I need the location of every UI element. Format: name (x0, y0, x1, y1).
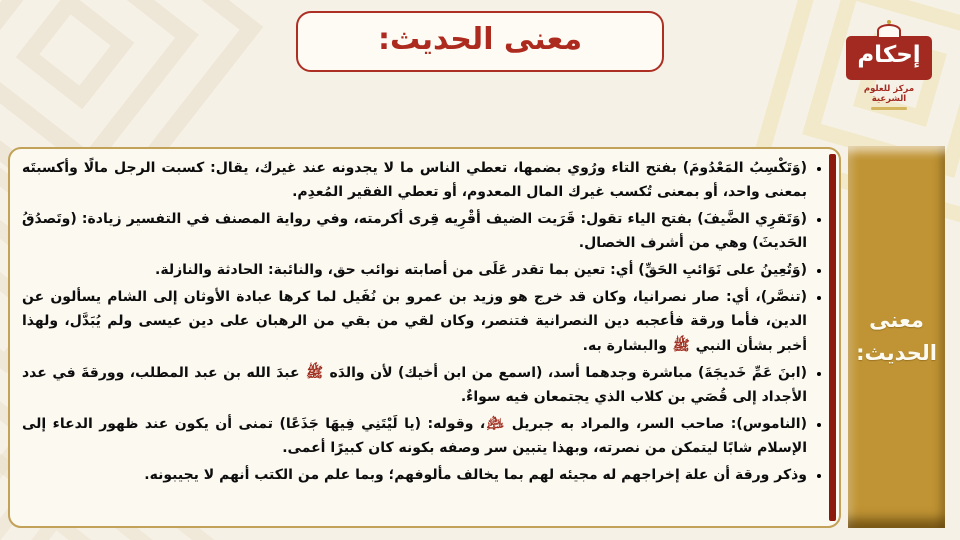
slide-title: معنى الحديث: (377, 21, 583, 57)
bullet-item: • (وَتَكْسِبُ المَعْدُومَ) بفتح التاء ورُوي بضمها، تعطي الناس ما لا يجدونه عند غيرك، يقال: كسبت الرجل مالًا وأكسبتَه بمعنى واحد، أو بمعنى تُكسب غيرك المال المعدوم، أو تعطي الفقير المُعدِم. (22, 156, 807, 204)
bullet-item: • (الناموس): صاحب السر، والمراد به جبريل ﵇، وقوله: (يا لَيْتَنِي فِيهَا جَذَعًا) تمنى أن يكون عند ظهور الدعاء إلى الإسلام شابًا ليتمكن من نصرته، وبهذا يتبين سر وصفه بكونه كان كبيرًا أعمى. (22, 412, 807, 460)
red-divider (829, 154, 836, 521)
sidebar-label (856, 304, 937, 369)
honorific-symbol: ﷺ (306, 364, 324, 381)
content-box (8, 147, 841, 528)
logo-tagline (871, 107, 907, 110)
bullet-item: • وذكر ورقة أن علة إخراجهم له مجيئه لهم بما يخالف مألوفهم؛ وبما علم من الكتب أنهم لا يجيبونه. (22, 463, 807, 487)
mosque-dome-icon (877, 24, 901, 37)
logo-wordmark: إحكام (846, 36, 932, 80)
logo (846, 24, 932, 110)
bullet-item: • (وَتُعِينُ على نَوَائبِ الحَقِّ) أي: تعين بما تقدر عَلَى من أصابته نوائب حق، والنائبة: الحادثة والنازلة. (22, 258, 807, 282)
bullet-list (10, 149, 839, 494)
bullet-item: • (وَتَقرِي الضَّيفَ) بفتح الياء تقول: قَرَيت الضيف أقْرِيه قِرى أكرمته، وفي رواية المصنف في التفسير زيادة: (وتَصدُقُ الحَديثَ) وهي من أشرف الخصال. (22, 207, 807, 255)
bullet-item: • (ابنَ عَمِّ خَديجَةَ) مباشرة وجدهما أسد، (اسمع من ابن أخيك) لأن والدَه ﷺ عبدَ الله بن عبد المطلب، وورقةَ في عدد الأجداد إلى قُصَي بن كلاب الذي يجتمعان فيه سواءٌ. (22, 361, 807, 409)
logo-subtitle: مركز للعلوم الشرعية (863, 83, 915, 104)
sidebar-label-line1: معنى (869, 308, 924, 333)
honorific-symbol: ﵇ (486, 415, 505, 432)
sidebar-label-bar (848, 146, 945, 528)
honorific-symbol: ﷺ (672, 337, 690, 354)
sidebar-label-line2: الحديث: (856, 341, 937, 365)
slide-title-box (296, 11, 664, 72)
bullet-item: • (تنصَّر)، أي: صار نصرانيا، وكان قد خرج هو وزيد بن عمرو بن نُفَيل لما كرها عبادة الأوثان إلى الشام يسألون عن الدين، فأما ورقة فأعجبه دين النصرانية فتنصر، وكان لقي من بقي من الرهبان على دين عيسى ولم يُبَدَّل، ولهذا أخبر بشأن النبي ﷺ والبشارة به. (22, 285, 807, 357)
